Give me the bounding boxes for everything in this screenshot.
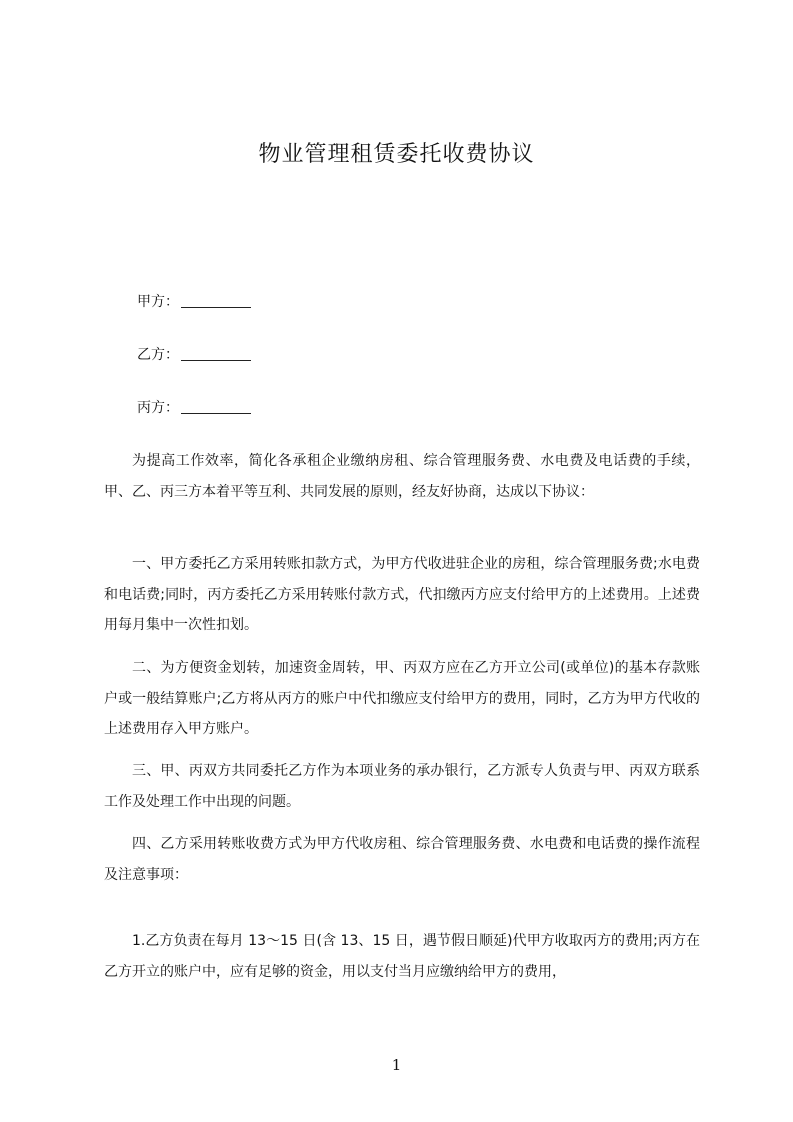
- document-title: 物业管理租赁委托收费协议: [258, 142, 535, 167]
- paragraph-clause-4-item-1: 1.乙方负责在每月 13～15 日(含 13、15 日，遇节假日顺延)代甲方收取丙方的费用;丙方在乙方开立的账户中，应有足够的资金，用以支付当月应缴纳给甲方的费用，: [104, 933, 700, 980]
- page-number: 1: [391, 1056, 402, 1074]
- paragraph-clause-2: 二、为方便资金划转，加速资金周转，甲、丙双方应在乙方开立公司(或单位)的基本存款账户或一般结算账户;乙方将从丙方的账户中代扣缴应支付给甲方的费用，同时，乙方为甲方代收的上述费用存入甲方账户。: [104, 660, 700, 737]
- party-a-line: [137, 292, 251, 312]
- party-c-line: [137, 398, 251, 418]
- paragraph-clause-1: 一、甲方委托乙方采用转账扣款方式，为甲方代收进驻企业的房租，综合管理服务费;水电费和电话费;同时，丙方委托乙方采用转账付款方式，代扣缴丙方应支付给甲方的上述费用。上述费用每月集中一次性扣划。: [104, 556, 700, 633]
- paragraph-clause-3: 三、甲、丙双方共同委托乙方作为本项业务的承办银行，乙方派专人负责与甲、丙双方联系工作及处理工作中出现的问题。: [104, 763, 700, 810]
- paragraph-clause-4: 四、乙方采用转账收费方式为甲方代收房租、综合管理服务费、水电费和电话费的操作流程及注意事项：: [104, 836, 700, 883]
- paragraph-preamble: 为提高工作效率，简化各承租企业缴纳房租、综合管理服务费、水电费及电话费的手续，甲、乙、丙三方本着平等互利、共同发展的原则，经友好协商，达成以下协议：: [104, 453, 700, 500]
- party-b-label: 乙方：: [137, 347, 179, 363]
- party-c-blank: [181, 399, 251, 414]
- party-c-label: 丙方：: [137, 400, 179, 416]
- party-a-label: 甲方：: [137, 294, 179, 310]
- party-b-line: [137, 345, 251, 365]
- party-a-blank: [181, 293, 251, 308]
- party-b-blank: [181, 346, 251, 361]
